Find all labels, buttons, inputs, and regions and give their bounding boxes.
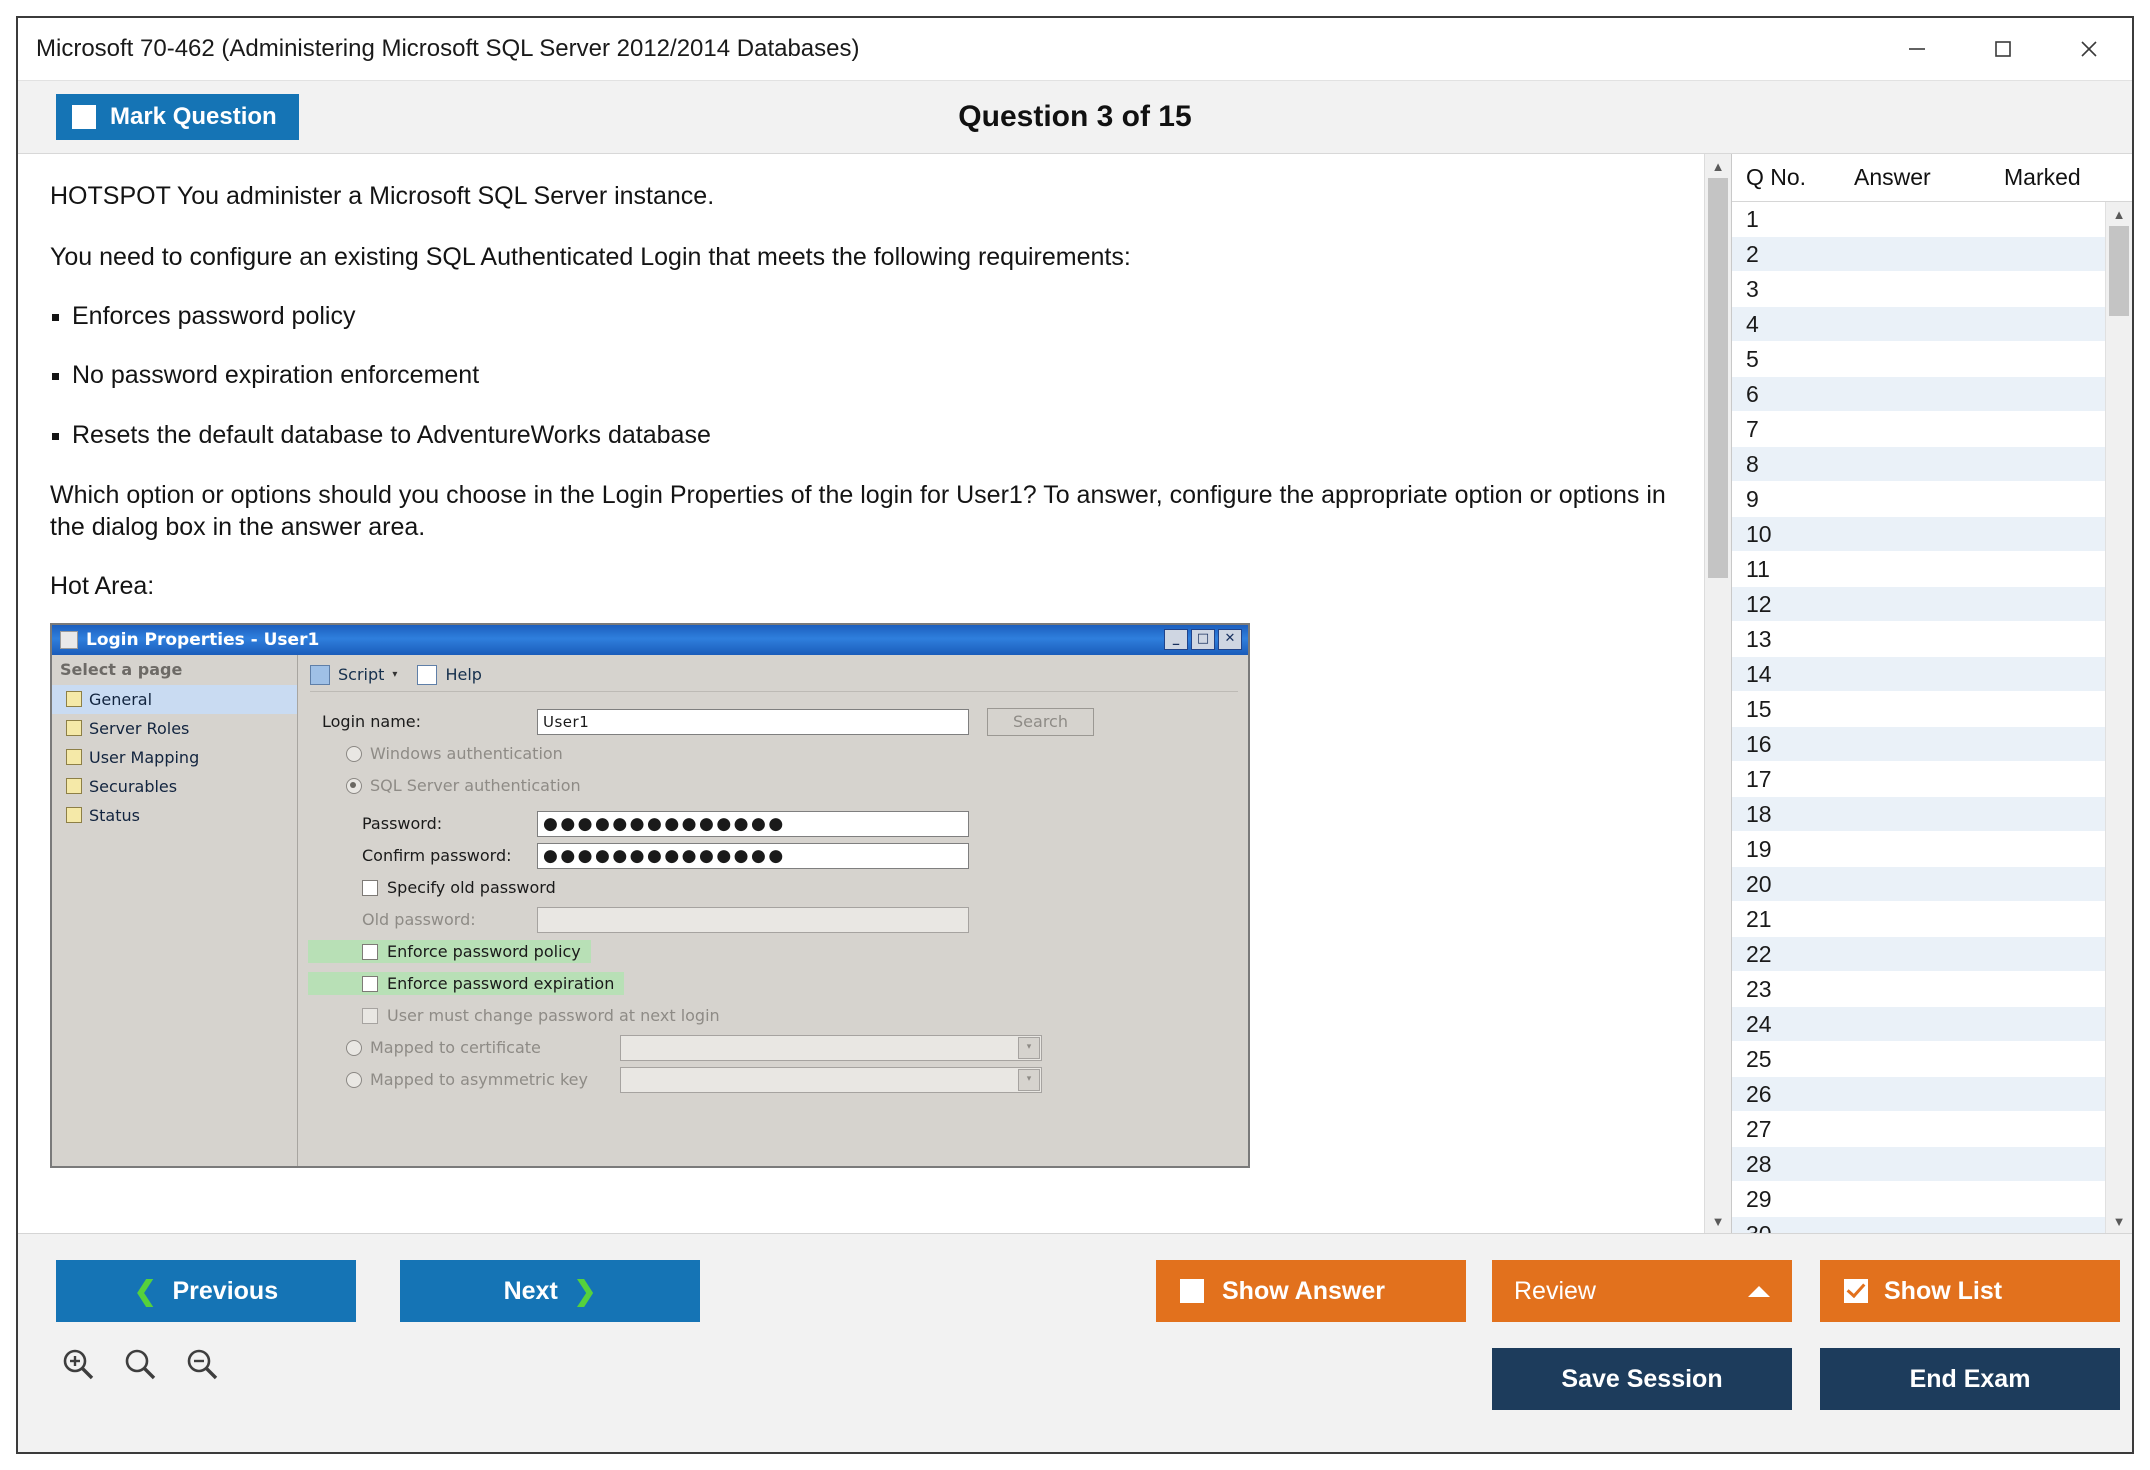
zoom-controls <box>58 1344 222 1389</box>
specify-old-password-row[interactable] <box>310 872 1238 904</box>
row-qno: 12 <box>1746 590 1772 617</box>
lp-toolbar <box>310 659 1238 692</box>
review-button[interactable] <box>1492 1260 1792 1322</box>
row-qno: 15 <box>1746 695 1772 722</box>
login-name-input[interactable]: User1 <box>537 709 969 735</box>
scroll-down-icon[interactable]: ▼ <box>1711 1213 1725 1229</box>
question-intro: HOTSPOT You administer a Microsoft SQL Server instance. <box>50 182 715 210</box>
table-row[interactable] <box>1732 412 2105 447</box>
maximize-icon[interactable] <box>1960 18 2046 80</box>
footer-toolbar <box>18 1233 2132 1452</box>
question-list[interactable] <box>1732 202 2105 1233</box>
table-row[interactable] <box>1732 797 2105 832</box>
page-icon <box>66 778 82 794</box>
page-icon <box>66 749 82 765</box>
old-password-input[interactable] <box>537 907 969 933</box>
chevron-left-icon: ❮ <box>133 1275 157 1306</box>
row-qno: 20 <box>1746 870 1772 897</box>
must-change-password-row[interactable] <box>310 1000 1238 1032</box>
question-list-panel <box>1731 154 2132 1233</box>
title-bar <box>18 18 2132 81</box>
close-icon[interactable] <box>2046 18 2132 80</box>
row-qno: 18 <box>1746 800 1772 827</box>
table-row[interactable] <box>1732 552 2105 587</box>
row-qno: 26 <box>1746 1080 1772 1107</box>
row-qno: 4 <box>1746 310 1759 337</box>
page-icon <box>66 691 82 707</box>
previous-button[interactable] <box>56 1260 356 1322</box>
mapped-to-certificate-row[interactable] <box>310 1032 1238 1064</box>
enforce-password-expiration-label: Enforce password expiration <box>387 974 615 994</box>
row-qno: 21 <box>1746 905 1772 932</box>
password-input[interactable]: ●●●●●●●●●●●●●● <box>537 811 969 837</box>
table-row[interactable] <box>1732 237 2105 272</box>
page-icon <box>66 720 82 736</box>
zoom-search-icon[interactable] <box>120 1344 160 1389</box>
enforce-password-policy-highlight[interactable] <box>308 940 591 963</box>
show-answer-button[interactable] <box>1156 1260 1466 1322</box>
old-password-label: Old password: <box>362 910 476 930</box>
requirement-bullet: No password expiration enforcement <box>50 360 1674 391</box>
table-row[interactable] <box>1732 1042 2105 1077</box>
column-header-marked: Marked <box>2004 164 2081 191</box>
question-list-wrap <box>1732 202 2132 1233</box>
row-qno: 8 <box>1746 450 1759 477</box>
enforce-password-expiration-row[interactable] <box>310 968 1238 1000</box>
lp-page-label: Server Roles <box>89 718 190 738</box>
lp-page-general[interactable] <box>52 685 297 714</box>
table-row[interactable] <box>1732 1007 2105 1042</box>
script-button[interactable]: Script <box>338 665 385 685</box>
sql-auth-label: SQL Server authentication <box>370 776 581 796</box>
page-icon <box>66 807 82 823</box>
table-row[interactable] <box>1732 447 2105 482</box>
minimize-icon[interactable] <box>1874 18 1960 80</box>
mark-question-label: Mark Question <box>110 103 277 130</box>
row-qno: 25 <box>1746 1045 1772 1072</box>
row-qno: 19 <box>1746 835 1772 862</box>
old-password-row <box>310 904 1238 936</box>
row-qno: 24 <box>1746 1010 1772 1037</box>
show-list-label: Show List <box>1884 1276 2003 1305</box>
row-qno: 29 <box>1746 1185 1772 1212</box>
content-scroll-thumb[interactable] <box>1708 178 1728 578</box>
login-properties-title-bar <box>52 625 1248 655</box>
lp-page-securables[interactable] <box>52 772 297 801</box>
enforce-password-policy-label: Enforce password policy <box>387 942 581 962</box>
confirm-password-row <box>310 840 1238 872</box>
end-exam-label: End Exam <box>1909 1364 2031 1393</box>
sql-auth-radio[interactable] <box>346 778 362 794</box>
mapped-to-asymmetric-key-row[interactable] <box>310 1064 1238 1096</box>
row-qno: 14 <box>1746 660 1772 687</box>
mapped-to-asymmetric-key-radio[interactable] <box>346 1072 362 1088</box>
chevron-down-icon[interactable]: ▾ <box>1018 1037 1040 1059</box>
show-list-button[interactable] <box>1820 1260 2120 1322</box>
lp-close-icon[interactable]: ✕ <box>1218 629 1242 650</box>
mapped-to-asymmetric-key-combo[interactable] <box>620 1067 1042 1093</box>
specify-old-password-label: Specify old password <box>387 878 556 898</box>
chevron-down-icon[interactable]: ▾ <box>392 669 398 681</box>
end-exam-button[interactable] <box>1820 1348 2120 1410</box>
table-row[interactable] <box>1732 1112 2105 1147</box>
hot-area-label: Hot Area: <box>50 571 155 600</box>
row-qno: 16 <box>1746 730 1772 757</box>
table-row[interactable] <box>1732 902 2105 937</box>
table-row[interactable] <box>1732 272 2105 307</box>
must-change-password-label: User must change password at next login <box>387 1006 720 1026</box>
chevron-right-icon: ❯ <box>573 1275 597 1306</box>
row-qno: 23 <box>1746 975 1772 1002</box>
scroll-up-icon[interactable]: ▲ <box>2112 206 2126 222</box>
question-list-scroll-thumb[interactable] <box>2109 226 2129 316</box>
confirm-password-input[interactable]: ●●●●●●●●●●●●●● <box>537 843 969 869</box>
lp-page-user-mapping[interactable] <box>52 743 297 772</box>
table-row[interactable] <box>1732 657 2105 692</box>
lp-page-label: Status <box>89 805 140 825</box>
table-row[interactable] <box>1732 692 2105 727</box>
login-name-label: Login name: <box>322 712 422 732</box>
mapped-to-asymmetric-key-label: Mapped to asymmetric key <box>370 1070 588 1090</box>
table-row[interactable] <box>1732 1182 2105 1217</box>
question-requirement-lead: You need to configure an existing SQL Authenticated Login that meets the following requirements: <box>50 242 1131 271</box>
specify-old-password-checkbox[interactable] <box>362 880 378 896</box>
table-row[interactable] <box>1732 202 2105 237</box>
login-properties-dialog <box>50 623 1250 1168</box>
must-change-password-checkbox[interactable] <box>362 1008 378 1024</box>
windows-auth-radio[interactable] <box>346 746 362 762</box>
body <box>18 154 2132 1233</box>
lp-page-list <box>52 655 298 1166</box>
enforce-password-policy-row[interactable] <box>310 936 1238 968</box>
lp-page-label: General <box>89 689 153 709</box>
column-header-answer: Answer <box>1854 164 1931 191</box>
row-qno: 10 <box>1746 520 1772 547</box>
mapped-to-certificate-label: Mapped to certificate <box>370 1038 541 1058</box>
table-row[interactable] <box>1732 377 2105 412</box>
previous-label: Previous <box>172 1276 279 1305</box>
table-row[interactable] <box>1732 1147 2105 1182</box>
table-row[interactable] <box>1732 622 2105 657</box>
requirement-bullet: Resets the default database to AdventureWorks database <box>50 420 1674 451</box>
next-button[interactable] <box>400 1260 700 1322</box>
script-icon <box>310 665 330 685</box>
password-row <box>310 808 1238 840</box>
windows-auth-row[interactable] <box>310 738 1238 770</box>
login-properties-icon <box>60 631 78 649</box>
content-scrollbar[interactable] <box>1704 154 1731 1233</box>
next-label: Next <box>503 1276 558 1305</box>
row-qno: 3 <box>1746 275 1759 302</box>
row-qno: 1 <box>1746 205 1759 232</box>
row-qno: 7 <box>1746 415 1759 442</box>
lp-page-label: Securables <box>89 776 178 796</box>
lp-minimize-icon[interactable]: _ <box>1164 629 1188 650</box>
row-qno: 5 <box>1746 345 1759 372</box>
enforce-password-policy-checkbox[interactable] <box>362 944 378 960</box>
question-list-scrollbar[interactable] <box>2105 202 2132 1233</box>
row-qno: 9 <box>1746 485 1759 512</box>
search-button[interactable]: Search <box>987 708 1094 736</box>
help-icon <box>417 665 437 685</box>
zoom-out-icon[interactable] <box>182 1344 222 1389</box>
show-answer-checkbox[interactable] <box>1180 1279 1204 1303</box>
review-label: Review <box>1514 1276 1596 1305</box>
chevron-down-icon[interactable]: ▾ <box>1018 1069 1040 1091</box>
mapped-to-certificate-combo[interactable] <box>620 1035 1042 1061</box>
login-properties-title: Login Properties - User1 <box>86 629 320 650</box>
table-row[interactable] <box>1732 342 2105 377</box>
table-row[interactable] <box>1732 937 2105 972</box>
question-counter: Question 3 of 15 <box>958 100 1192 133</box>
windows-auth-label: Windows authentication <box>370 744 563 764</box>
enforce-password-expiration-checkbox[interactable] <box>362 976 378 992</box>
mark-question-checkbox[interactable] <box>72 105 96 129</box>
row-qno: 13 <box>1746 625 1772 652</box>
table-row[interactable] <box>1732 517 2105 552</box>
sql-auth-row[interactable] <box>310 770 1238 802</box>
lp-page-content <box>298 655 1248 1166</box>
row-qno: 28 <box>1746 1150 1772 1177</box>
row-qno: 11 <box>1746 555 1770 582</box>
lp-login-name-row <box>310 706 1238 738</box>
table-row[interactable] <box>1732 1077 2105 1112</box>
mark-question-button[interactable] <box>56 94 299 140</box>
scroll-up-icon[interactable]: ▲ <box>1711 158 1725 174</box>
lp-main <box>52 655 1248 1166</box>
header-band <box>18 81 2132 154</box>
save-session-label: Save Session <box>1561 1364 1723 1393</box>
row-qno: 22 <box>1746 940 1772 967</box>
window-title: Microsoft 70-462 (Administering Microsoft SQL Server 2012/2014 Databases) <box>36 35 860 62</box>
table-row[interactable] <box>1732 727 2105 762</box>
question-ask: Which option or options should you choose in the Login Properties of the login for User1? To answer, configure the appropriate option or options in the dialog box in the answer area. <box>50 480 1666 542</box>
lp-window-buttons <box>1164 629 1248 650</box>
question-content <box>18 154 1704 1233</box>
question-list-header <box>1732 154 2132 202</box>
row-qno: 6 <box>1746 380 1759 407</box>
table-row[interactable] <box>1732 482 2105 517</box>
select-a-page-label: Select a page <box>60 659 183 679</box>
lp-maximize-icon[interactable]: □ <box>1191 629 1215 650</box>
row-qno: 17 <box>1746 765 1772 792</box>
scroll-down-icon[interactable]: ▼ <box>2112 1213 2126 1229</box>
lp-page-label: User Mapping <box>89 747 200 767</box>
row-qno: 27 <box>1746 1115 1772 1142</box>
column-header-qno: Q No. <box>1746 164 1807 191</box>
lp-page-server-roles[interactable] <box>52 714 297 743</box>
mapped-to-certificate-radio[interactable] <box>346 1040 362 1056</box>
help-button[interactable]: Help <box>445 665 482 685</box>
table-row[interactable] <box>1732 832 2105 867</box>
exam-window <box>16 16 2134 1454</box>
table-row[interactable] <box>1732 972 2105 1007</box>
show-answer-label: Show Answer <box>1222 1276 1385 1305</box>
table-row[interactable] <box>1732 867 2105 902</box>
lp-page-status[interactable] <box>52 801 297 830</box>
row-qno: 2 <box>1746 240 1759 267</box>
table-row[interactable] <box>1732 307 2105 342</box>
chevron-up-icon <box>1748 1286 1770 1297</box>
enforce-password-expiration-highlight[interactable] <box>308 972 624 995</box>
table-row[interactable] <box>1732 762 2105 797</box>
requirement-bullet: Enforces password policy <box>50 301 1674 332</box>
zoom-in-icon[interactable] <box>58 1344 98 1389</box>
save-session-button[interactable] <box>1492 1348 1792 1410</box>
password-label: Password: <box>362 814 443 834</box>
show-list-checkbox[interactable] <box>1844 1279 1868 1303</box>
confirm-password-label: Confirm password: <box>362 846 512 866</box>
table-row[interactable] <box>1732 587 2105 622</box>
